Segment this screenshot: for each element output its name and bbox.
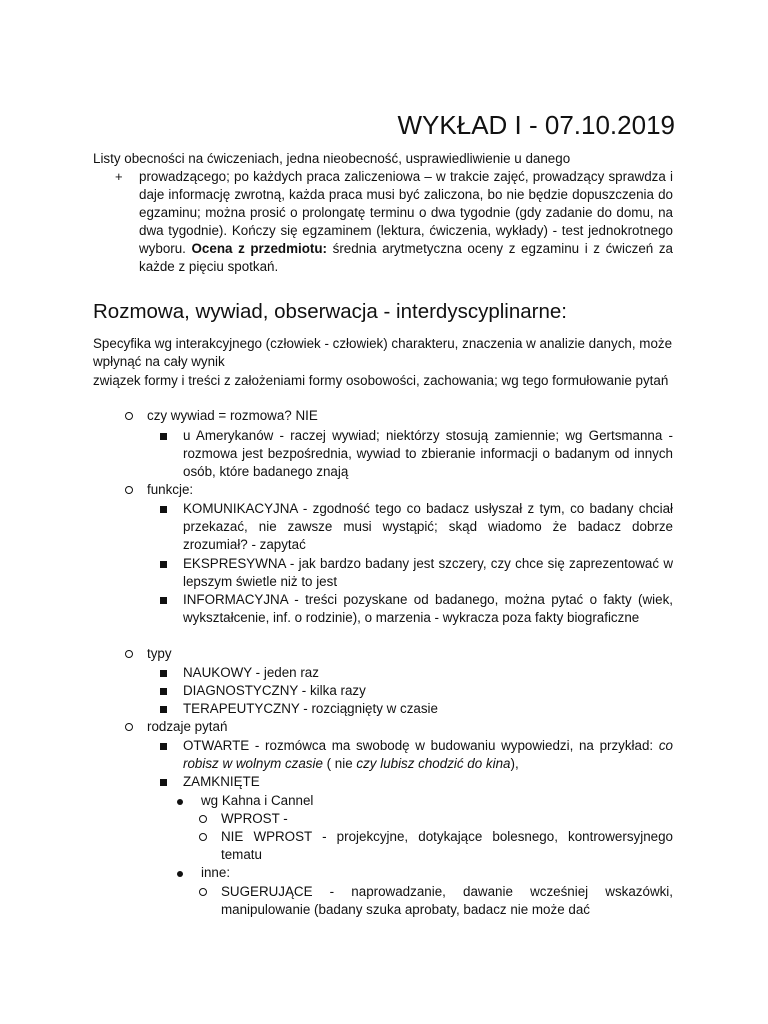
inne-sub-1: SUGERUJĄCE - naprowadzanie, dawanie wcześniej wskazówki, manipulowanie (badany szuka aprobaty, badacz nie może dać <box>221 884 673 917</box>
list-item-rodzaje: rodzaje pytań <box>147 719 228 734</box>
typy-item-2: DIAGNOSTYCZNY - kilka razy <box>183 683 366 698</box>
grade-label: Ocena z przedmiotu: <box>191 241 327 256</box>
otwarte-example-2: czy lubisz chodzić do kina <box>356 756 511 771</box>
circle-bullet <box>199 828 207 846</box>
circle-bullet <box>125 407 133 425</box>
otwarte-text-3: ), <box>510 756 519 771</box>
otwarte-example-1: co robisz w wolnym czasie <box>183 738 673 771</box>
square-bullet <box>160 700 167 718</box>
square-bullet <box>160 773 167 791</box>
plus-bullet: + <box>115 169 123 184</box>
intro-text-part2: średnia arytmetyczna oceny z egzaminu i z ćwiczeń za każde z pięciu spotkań. <box>139 241 673 274</box>
circle-bullet <box>125 718 133 736</box>
otwarte-text-1: OTWARTE - rozmówca ma swobodę w budowaniu wypowiedzi, na przykład: <box>183 738 654 753</box>
intro-text-part1: prowadzącego; po każdych praca zaliczeniowa – w trakcie zajęć, prowadzący sprawdza i daje informację zwrotną, każda praca musi być zaliczona, bo nie będzie dopuszczenia do egzaminu; można prosić o prolongatę terminu o dwa tygodnie (gdy zadanie do domu, na dwa tygodnie). Kończy się egzaminem (lektura, ćwiczenia, wykłady) - test jednokrotnego wyboru. <box>139 169 673 256</box>
intro-plus-item <box>139 168 673 276</box>
funkcje-item-2: EKSPRESYWNA - jak bardzo badany jest szczery, czy chce się zaprezentować w lepszym świetle niż to jest <box>183 556 673 589</box>
list-item-q1-sub: u Amerykanów - raczej wywiad; niektórzy stosują zamiennie; wg Gertsmanna - rozmowa jest bezpośrednia, wywiad to zbieranie informacji o badanym od innych osób, które badanego znają <box>183 428 673 479</box>
square-bullet <box>160 555 167 573</box>
section-para-1: Specyfika wg interakcyjnego (człowiek - człowiek) charakteru, znaczenia w analizie danych, może wpłynąć na cały wynik <box>93 336 673 369</box>
square-bullet <box>160 591 167 609</box>
square-bullet <box>160 427 167 445</box>
section-heading: Rozmowa, wywiad, obserwacja - interdyscyplinarne: <box>93 300 567 323</box>
typy-item-1: NAUKOWY - jeden raz <box>183 665 319 680</box>
circle-bullet <box>199 810 207 828</box>
dot-bullet <box>177 864 183 882</box>
list-item-funkcje: funkcje: <box>147 482 194 497</box>
square-bullet <box>160 682 167 700</box>
list-item-q1: czy wywiad = rozmowa? NIE <box>147 408 318 423</box>
square-bullet <box>160 737 167 755</box>
circle-bullet <box>125 645 133 663</box>
typy-item-3: TERAPEUTYCZNY - rozciągnięty w czasie <box>183 701 438 716</box>
kahn-item: wg Kahna i Cannel <box>201 793 314 808</box>
kahn-sub-1: WPROST - <box>221 811 288 826</box>
page-title: WYKŁAD I - 07.10.2019 <box>397 110 675 140</box>
square-bullet <box>160 500 167 518</box>
funkcje-item-1: KOMUNIKACYJNA - zgodność tego co badacz usłyszał z tym, co badany chciał przekazać, nie zawsze musi wystąpić; skąd wiadomo że badacz dobrze zrozumiał? - zapytać <box>183 501 673 552</box>
dot-bullet <box>177 792 183 810</box>
circle-bullet <box>199 883 207 901</box>
intro-line: Listy obecności na ćwiczeniach, jedna nieobecność, usprawiedliwienie u danego <box>93 151 571 166</box>
otwarte-item <box>183 737 673 773</box>
list-item-typy: typy <box>147 646 172 661</box>
zamkniete-item: ZAMKNIĘTE <box>183 774 260 789</box>
otwarte-text-2: ( nie <box>322 756 357 771</box>
square-bullet <box>160 664 167 682</box>
funkcje-item-3: INFORMACYJNA - treści pozyskane od badanego, można pytać o fakty (wiek, wykształcenie, inf. o rodzinie), o marzenia - wykracza poza fakty biograficzne <box>183 592 673 625</box>
kahn-sub-2: NIE WPROST - projekcyjne, dotykające bolesnego, kontrowersyjnego tematu <box>221 829 673 862</box>
circle-bullet <box>125 481 133 499</box>
inne-item: inne: <box>201 865 231 880</box>
section-para-2: związek formy i treści z założeniami formy osobowości, zachowania; wg tego formułowanie pytań <box>93 373 669 388</box>
